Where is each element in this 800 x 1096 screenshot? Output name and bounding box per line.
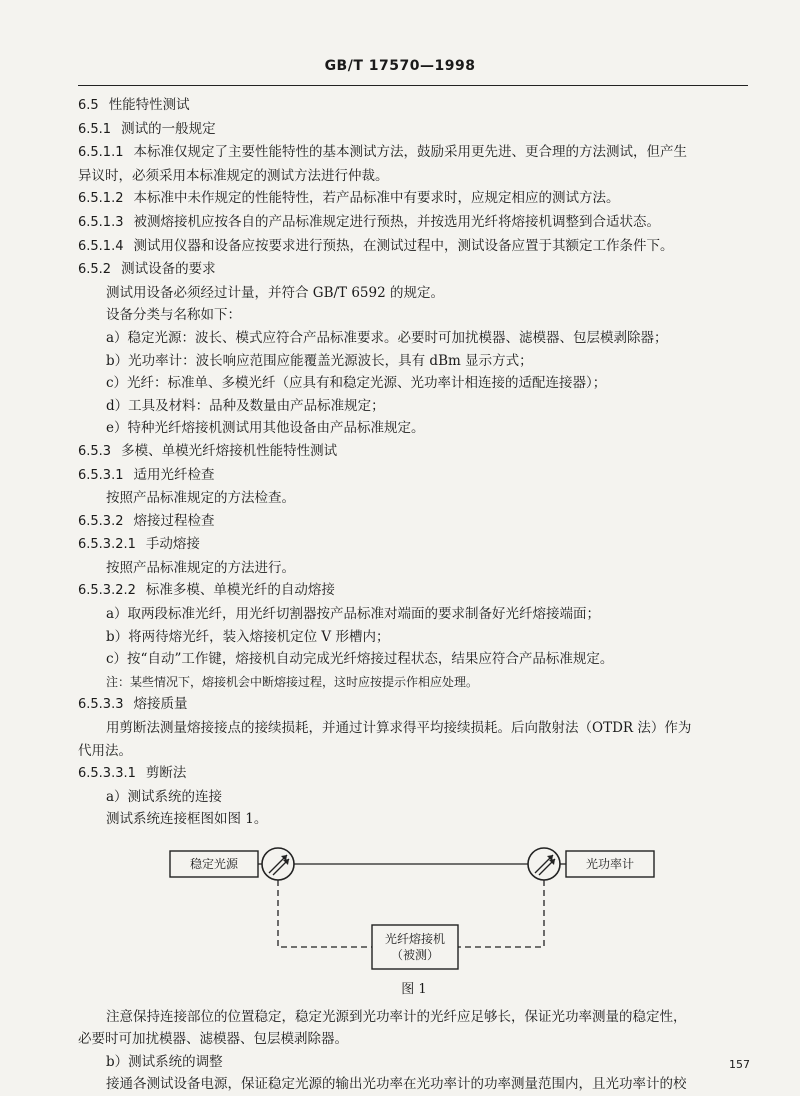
section-heading-6-5-1: 6.5.1 测试的一般规定 bbox=[78, 120, 216, 137]
connector-right-icon bbox=[528, 848, 560, 880]
splice-quality-paragraph: 用剪断法测量熔接接点的接续损耗，并通过计算求得平均接续损耗。后向散射法（OTDR 法）作为 bbox=[106, 720, 692, 737]
equipment-calibration-paragraph: 测试用设备必须经过计量，并符合 GB/T 6592 的规定。 bbox=[106, 284, 444, 301]
connection-note-paragraph: 注意保持连接部位的位置稳定，稳定光源到光功率计的光纤应足够长，保证光功率测量的稳定性， bbox=[106, 1008, 687, 1025]
header-rule bbox=[78, 85, 748, 86]
splice-quality-paragraph-continued: 代用法。 bbox=[78, 742, 132, 759]
document-body bbox=[78, 94, 750, 1096]
clause-6-5-3-1-text: 按照产品标准规定的方法检查。 bbox=[106, 490, 295, 507]
section-heading-6-5-3-3: 6.5.3.3 熔接质量 bbox=[78, 696, 188, 713]
test-system-connection-text: 测试系统连接框图如图 1。 bbox=[106, 811, 268, 828]
clause-6-5-1-2: 6.5.1.2 本标准中未作规定的性能特性，若产品标准中有要求时，应规定相应的测试方法。 bbox=[78, 190, 620, 207]
section-heading-6-5-2: 6.5.2 测试设备的要求 bbox=[78, 261, 216, 278]
section-heading-6-5-3-3-1: 6.5.3.3.1 剪断法 bbox=[78, 765, 187, 782]
dashed-link-right bbox=[458, 880, 544, 947]
equipment-item: b）光功率计：波长响应范围应能覆盖光源波长，具有 dBm 显示方式； bbox=[106, 352, 533, 369]
figure-1-block-diagram bbox=[78, 837, 750, 977]
label-stable-source: 稳定光源 bbox=[189, 857, 238, 871]
connector-left-icon bbox=[262, 848, 294, 880]
figure-1-caption: 图 1 bbox=[401, 982, 427, 997]
test-system-adjustment-text: 接通各测试设备电源，保证稳定光源的输出光功率在光功率计的功率测量范围内，且光功率计的校 bbox=[106, 1076, 687, 1093]
equipment-item: a）稳定光源：波长、模式应符合产品标准要求。必要时可加扰模器、滤模器、包层模剥除器； bbox=[106, 329, 668, 346]
dashed-link-left bbox=[278, 880, 372, 947]
section-heading-6-5-3-1: 6.5.3.1 适用光纤检查 bbox=[78, 466, 215, 483]
clause-6-5-1-1: 6.5.1.1 本标准仅规定了主要性能特性的基本测试方法，鼓励采用更先进、更合理的方法测试，但产生 bbox=[78, 144, 687, 161]
section-heading-6-5-3: 6.5.3 多模、单模光纤熔接机性能特性测试 bbox=[78, 442, 338, 459]
equipment-list-intro: 设备分类与名称如下： bbox=[106, 307, 241, 324]
connection-note-paragraph-continued: 必要时可加扰模器、滤模器、包层模剥除器。 bbox=[78, 1031, 348, 1048]
clause-6-5-1-4: 6.5.1.4 测试用仪器和设备应按要求进行预热，在测试过程中，测试设备应置于其额定工作条件下。 bbox=[78, 237, 674, 254]
clause-6-5-1-3: 6.5.1.3 被测熔接机应按各自的产品标准规定进行预热，并按选用光纤将熔接机调整到合适状态。 bbox=[78, 213, 660, 230]
section-heading-6-5-3-2: 6.5.3.2 熔接过程检查 bbox=[78, 512, 215, 529]
splice-step: a）取两段标准光纤，用光纤切割器按产品标准对端面的要求制备好光纤熔接端面； bbox=[106, 606, 601, 623]
test-system-adjustment-title: b）测试系统的调整 bbox=[106, 1053, 223, 1070]
test-system-connection-title: a）测试系统的连接 bbox=[106, 788, 223, 805]
equipment-item: d）工具及材料：品种及数量由产品标准规定； bbox=[106, 397, 385, 414]
section-heading-6-5-3-2-2: 6.5.3.2.2 标准多模、单模光纤的自动熔接 bbox=[78, 582, 335, 599]
clause-6-5-1-1-continued: 异议时，必须采用本标准规定的测试方法进行仲裁。 bbox=[78, 167, 389, 184]
splice-note: 注：某些情况下，熔接机会中断熔接过程，这时应按提示作相应处理。 bbox=[106, 674, 479, 689]
label-power-meter: 光功率计 bbox=[585, 857, 634, 871]
splice-step: c）按“自动”工作键，熔接机自动完成光纤熔接过程状态，结果应符合产品标准规定。 bbox=[106, 651, 614, 668]
section-heading-6-5-3-2-1: 6.5.3.2.1 手动熔接 bbox=[78, 536, 200, 553]
clause-6-5-3-2-1-text: 按照产品标准规定的方法进行。 bbox=[106, 559, 295, 576]
label-fusion-splicer: 光纤熔接机 （被测） bbox=[384, 932, 445, 962]
splice-step: b）将两待熔光纤，装入熔接机定位 V 形槽内； bbox=[106, 628, 390, 645]
equipment-item: c）光纤：标准单、多模光纤（应具有和稳定光源、光功率计相连接的适配连接器）； bbox=[106, 375, 607, 392]
equipment-item: e）特种光纤熔接机测试用其他设备由产品标准规定。 bbox=[106, 420, 425, 437]
page-header: GB/T 17570—1998 bbox=[324, 58, 476, 74]
section-heading-6-5: 6.5 性能特性测试 bbox=[78, 97, 190, 113]
page-number: 157 bbox=[729, 1058, 750, 1071]
